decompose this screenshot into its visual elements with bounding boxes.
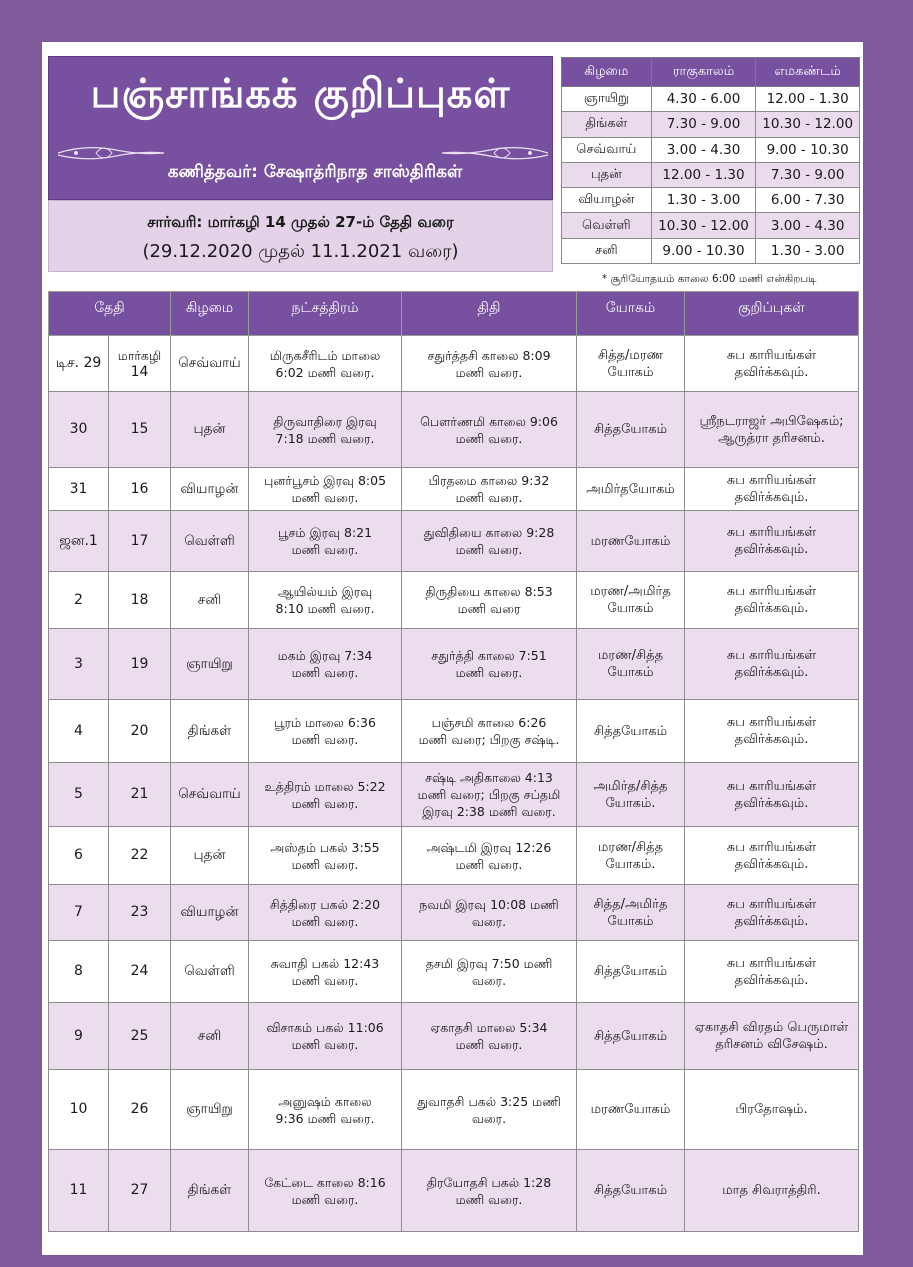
ema-time: 7.30 - 9.00	[756, 162, 860, 187]
cell-yoga: சித்தயோகம்	[577, 941, 685, 1003]
rahu-header-rahu: ராகுகாலம்	[651, 58, 756, 87]
cell-star: பூசம் இரவு 8:21 மணி வரை.	[249, 511, 402, 572]
rahu-day: செவ்வாய்	[562, 137, 652, 162]
header-notes: குறிப்புகள்	[685, 292, 859, 336]
cell-yoga: மரண/சித்த யோகம்	[577, 629, 685, 700]
cell-day: சனி	[171, 572, 249, 629]
cell-tamil-date	[109, 1003, 171, 1070]
cell-yoga: சித்த/அமிர்த யோகம்	[577, 885, 685, 941]
tamil-date-number: 19	[130, 655, 149, 672]
cell-tamil-date	[109, 468, 171, 511]
rahu-time: 3.00 - 4.30	[651, 137, 756, 162]
cell-yoga: சித்தயோகம்	[577, 1150, 685, 1232]
tamil-date-number: 14	[130, 363, 149, 380]
cell-yoga: மரணயோகம்	[577, 1070, 685, 1150]
rahu-day: வியாழன்	[562, 188, 652, 213]
rahu-day: சனி	[562, 238, 652, 263]
rahu-time: 1.30 - 3.00	[651, 188, 756, 213]
tamil-date-number: 23	[130, 904, 149, 920]
cell-star: ஆயில்யம் இரவு 8:10 மணி வரை.	[249, 572, 402, 629]
cell-date: 11	[49, 1150, 109, 1232]
cell-note: பிரதோஷம்.	[685, 1070, 859, 1150]
cell-note: ஏகாதசி விரதம் பெருமாள் தரிசனம் விசேஷம்.	[685, 1003, 859, 1070]
cell-yoga: மரணயோகம்	[577, 511, 685, 572]
cell-day: ஞாயிறு	[171, 1070, 249, 1150]
cell-yoga: சித்தயோகம்	[577, 1003, 685, 1070]
header-yoga: யோகம்	[577, 292, 685, 336]
header-star: நட்சத்திரம்	[249, 292, 402, 336]
period-tamil: சார்வரி: மார்கழி 14 முதல் 27-ம் தேதி வரை	[147, 213, 454, 231]
cell-tithi: துவாதசி பகல் 3:25 மணி வரை.	[402, 1070, 577, 1150]
rahu-header-ema: எமகண்டம்	[756, 58, 860, 87]
cell-date: 4	[49, 700, 109, 763]
ema-time: 12.00 - 1.30	[756, 87, 860, 112]
cell-note: சுப காரியங்கள் தவிர்க்கவும்.	[685, 572, 859, 629]
cell-tamil-date	[109, 1150, 171, 1232]
cell-note: சுப காரியங்கள் தவிர்க்கவும்.	[685, 468, 859, 511]
cell-star: சுவாதி பகல் 12:43 மணி வரை.	[249, 941, 402, 1003]
tamil-date-number: 20	[130, 722, 149, 739]
period-gregorian: (29.12.2020 முதல் 11.1.2021 வரை)	[142, 241, 459, 262]
cell-tamil-date	[109, 885, 171, 941]
rahu-row	[562, 87, 860, 112]
cell-date: 6	[49, 827, 109, 885]
cell-star: கேட்டை காலை 8:16 மணி வரை.	[249, 1150, 402, 1232]
table-row	[49, 629, 859, 700]
cell-star: மகம் இரவு 7:34 மணி வரை.	[249, 629, 402, 700]
cell-yoga: அமிர்த/சித்த யோகம்.	[577, 763, 685, 827]
header-tithi: திதி	[402, 292, 577, 336]
cell-tithi: சதுர்த்தி காலை 7:51 மணி வரை.	[402, 629, 577, 700]
table-row	[49, 511, 859, 572]
tamil-month-label: மார்கழி	[117, 347, 162, 363]
rahu-time: 10.30 - 12.00	[651, 213, 756, 238]
rahu-time: 7.30 - 9.00	[651, 112, 756, 137]
cell-tamil-date	[109, 941, 171, 1003]
cell-yoga: சித்தயோகம்	[577, 392, 685, 468]
cell-star: அஸ்தம் பகல் 3:55 மணி வரை.	[249, 827, 402, 885]
cell-note: சுப காரியங்கள் தவிர்க்கவும்.	[685, 763, 859, 827]
cell-day: ஞாயிறு	[171, 629, 249, 700]
cell-date: 31	[49, 468, 109, 511]
cell-date: 2	[49, 572, 109, 629]
cell-note: சுப காரியங்கள் தவிர்க்கவும்.	[685, 700, 859, 763]
header-date: தேதி	[49, 292, 171, 336]
cell-star: மிருகசீரிடம் மாலை 6:02 மணி வரை.	[249, 336, 402, 392]
page-title: பஞ்சாங்கக் குறிப்புகள்	[90, 71, 511, 117]
rahu-row	[562, 213, 860, 238]
cell-date: 10	[49, 1070, 109, 1150]
cell-star: சித்திரை பகல் 2:20 மணி வரை.	[249, 885, 402, 941]
cell-day: செவ்வாய்	[171, 336, 249, 392]
period-banner	[48, 200, 553, 272]
cell-day: வெள்ளி	[171, 511, 249, 572]
cell-day: வியாழன்	[171, 468, 249, 511]
cell-date: 30	[49, 392, 109, 468]
ema-time: 10.30 - 12.00	[756, 112, 860, 137]
rahu-kalam-table	[561, 57, 860, 264]
rahu-header-day: கிழமை	[562, 58, 652, 87]
rahu-time: 12.00 - 1.30	[651, 162, 756, 187]
cell-tithi: ஏகாதசி மாலை 5:34 மணி வரை.	[402, 1003, 577, 1070]
cell-tamil-date	[109, 336, 171, 392]
table-row	[49, 1150, 859, 1232]
tamil-date-number: 27	[130, 1182, 149, 1198]
tamil-date-number: 15	[130, 421, 149, 437]
rahu-time: 4.30 - 6.00	[651, 87, 756, 112]
cell-day: திங்கள்	[171, 700, 249, 763]
rahu-row	[562, 188, 860, 213]
cell-tamil-date	[109, 827, 171, 885]
rahu-row	[562, 137, 860, 162]
cell-tithi: பஞ்சமி காலை 6:26 மணி வரை; பிறகு சஷ்டி.	[402, 700, 577, 763]
cell-tithi: தசமி இரவு 7:50 மணி வரை.	[402, 941, 577, 1003]
cell-yoga: சித்த/மரண யோகம்	[577, 336, 685, 392]
cell-tithi: சதுர்த்தசி காலை 8:09 மணி வரை.	[402, 336, 577, 392]
tamil-date-number: 22	[130, 847, 149, 863]
cell-note: சுப காரியங்கள் தவிர்க்கவும்.	[685, 511, 859, 572]
ema-time: 1.30 - 3.00	[756, 238, 860, 263]
cell-star: அனுஷம் காலை 9:36 மணி வரை.	[249, 1070, 402, 1150]
cell-tamil-date	[109, 763, 171, 827]
cell-tithi: அஷ்டமி இரவு 12:26 மணி வரை.	[402, 827, 577, 885]
cell-yoga: சித்தயோகம்	[577, 700, 685, 763]
cell-note: சுப காரியங்கள் தவிர்க்கவும்.	[685, 941, 859, 1003]
cell-day: புதன்	[171, 827, 249, 885]
cell-star: திருவாதிரை இரவு 7:18 மணி வரை.	[249, 392, 402, 468]
cell-date: ஜன.1	[49, 511, 109, 572]
cell-date: 5	[49, 763, 109, 827]
cell-tamil-date	[109, 392, 171, 468]
rahu-row	[562, 238, 860, 263]
cell-tamil-date	[109, 572, 171, 629]
rahu-row	[562, 162, 860, 187]
table-row	[49, 763, 859, 827]
table-row	[49, 392, 859, 468]
cell-note: சுப காரியங்கள் தவிர்க்கவும்.	[685, 336, 859, 392]
ema-time: 6.00 - 7.30	[756, 188, 860, 213]
table-row	[49, 336, 859, 392]
cell-day: சனி	[171, 1003, 249, 1070]
cell-tamil-date	[109, 511, 171, 572]
table-row	[49, 941, 859, 1003]
right-flourish-icon	[440, 142, 550, 164]
rahu-day: திங்கள்	[562, 112, 652, 137]
cell-tithi: திரயோதசி பகல் 1:28 மணி வரை.	[402, 1150, 577, 1232]
cell-note: சுப காரியங்கள் தவிர்க்கவும்.	[685, 827, 859, 885]
header-day: கிழமை	[171, 292, 249, 336]
tamil-date-number: 16	[130, 480, 149, 497]
rahu-row	[562, 112, 860, 137]
cell-yoga: அமிர்தயோகம்	[577, 468, 685, 511]
cell-tithi: துவிதியை காலை 9:28 மணி வரை.	[402, 511, 577, 572]
cell-star: உத்திரம் மாலை 5:22 மணி வரை.	[249, 763, 402, 827]
ema-time: 3.00 - 4.30	[756, 213, 860, 238]
rahu-time: 9.00 - 10.30	[651, 238, 756, 263]
cell-date: டிச. 29	[49, 336, 109, 392]
cell-day: புதன்	[171, 392, 249, 468]
cell-note: ஸ்ரீநடராஜர் அபிஷேகம்; ஆருத்ரா தரிசனம்.	[685, 392, 859, 468]
cell-star: விசாகம் பகல் 11:06 மணி வரை.	[249, 1003, 402, 1070]
rahu-day: வெள்ளி	[562, 213, 652, 238]
table-row	[49, 468, 859, 511]
cell-note: மாத சிவராத்திரி.	[685, 1150, 859, 1232]
cell-tithi: திருதியை காலை 8:53 மணி வரை	[402, 572, 577, 629]
cell-tamil-date	[109, 1070, 171, 1150]
rahu-header-row	[562, 58, 860, 87]
tamil-date-number: 21	[130, 786, 149, 802]
cell-tamil-date	[109, 700, 171, 763]
table-row	[49, 1070, 859, 1150]
cell-date: 3	[49, 629, 109, 700]
rahu-day: ஞாயிறு	[562, 87, 652, 112]
main-header-row	[49, 292, 859, 336]
table-row	[49, 1003, 859, 1070]
cell-star: பூரம் மாலை 6:36 மணி வரை.	[249, 700, 402, 763]
table-row	[49, 885, 859, 941]
table-row	[49, 827, 859, 885]
rahu-footnote: * சூரியோதயம் காலை 6:00 மணி என்கிறபடி	[602, 273, 817, 285]
cell-day: வெள்ளி	[171, 941, 249, 1003]
cell-tithi: பிரதமை காலை 9:32 மணி வரை.	[402, 468, 577, 511]
left-flourish-icon	[56, 142, 166, 164]
cell-tithi: சஷ்டி அதிகாலை 4:13 மணி வரை; பிறகு சப்தமி இரவு 2:38 மணி வரை.	[402, 763, 577, 827]
cell-yoga: மரண/அமிர்த யோகம்	[577, 572, 685, 629]
cell-day: வியாழன்	[171, 885, 249, 941]
cell-day: செவ்வாய்	[171, 763, 249, 827]
rahu-day: புதன்	[562, 162, 652, 187]
cell-date: 8	[49, 941, 109, 1003]
cell-day: திங்கள்	[171, 1150, 249, 1232]
cell-note: சுப காரியங்கள் தவிர்க்கவும்.	[685, 885, 859, 941]
author-line: கணித்தவர்: சேஷாத்ரிநாத சாஸ்திரிகள்	[167, 162, 463, 182]
tamil-date-number: 17	[130, 532, 149, 549]
tamil-date-number: 18	[130, 591, 149, 608]
table-row	[49, 700, 859, 763]
cell-tamil-date	[109, 629, 171, 700]
cell-tithi: பௌர்ணமி காலை 9:06 மணி வரை.	[402, 392, 577, 468]
cell-date: 9	[49, 1003, 109, 1070]
ema-time: 9.00 - 10.30	[756, 137, 860, 162]
table-row	[49, 572, 859, 629]
cell-yoga: மரண/சித்த யோகம்.	[577, 827, 685, 885]
cell-tithi: நவமி இரவு 10:08 மணி வரை.	[402, 885, 577, 941]
tamil-date-number: 24	[130, 963, 149, 979]
tamil-date-number: 25	[130, 1027, 149, 1044]
panchangam-table	[48, 291, 859, 1232]
cell-note: சுப காரியங்கள் தவிர்க்கவும்.	[685, 629, 859, 700]
cell-date: 7	[49, 885, 109, 941]
tamil-date-number: 26	[130, 1101, 149, 1117]
cell-star: புனர்பூசம் இரவு 8:05 மணி வரை.	[249, 468, 402, 511]
